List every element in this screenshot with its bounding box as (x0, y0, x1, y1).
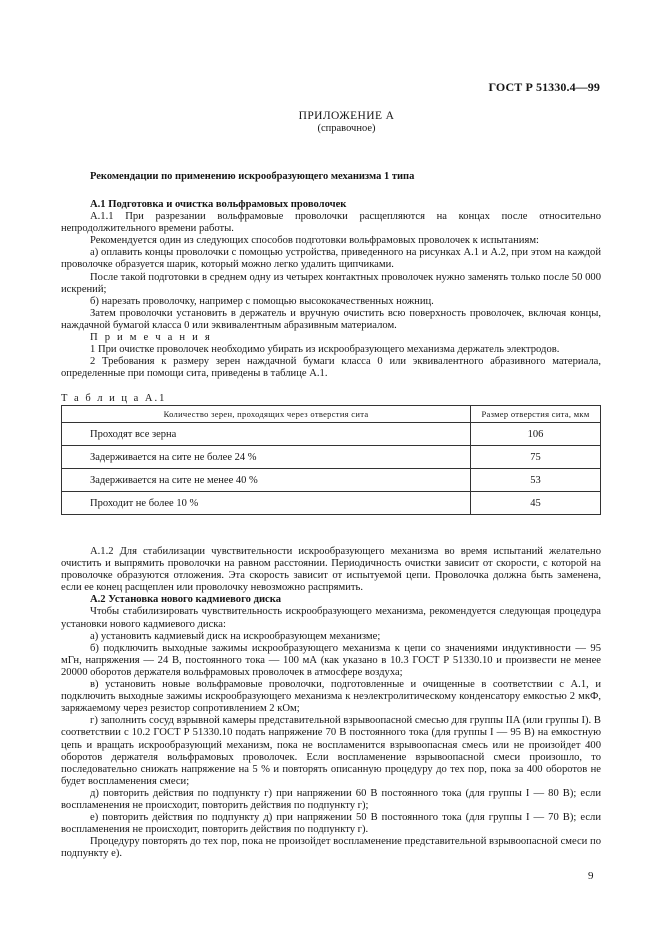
paragraph: Чтобы стабилизировать чувствительность искрообразующего механизма, рекомендуется следующая процедура установки нового кадмиевого диска: (61, 606, 601, 630)
table-caption: Т а б л и ц а А.1 (61, 393, 167, 404)
section-a1 (61, 199, 601, 380)
paragraph: После такой подготовки в среднем одну из четырех контактных проволочек нужно заменять только после 50 000 искрений; (61, 271, 601, 295)
table-cell: 75 (471, 446, 601, 469)
column-header: Количество зерен, проходящих через отверстия сита (62, 406, 471, 423)
section-heading-a1: А.1 Подготовка и очистка вольфрамовых проволочек (90, 199, 347, 210)
table-cell: Задерживается на сите не более 24 % (62, 446, 471, 469)
page-number: 9 (588, 870, 594, 882)
section-a1-2-and-a2 (61, 546, 601, 860)
note-item: 2 Требования к размеру зерен наждачной бумаги класса 0 или эквивалентного абразивного материала, определенные при помощи сита, приведены в таблице А.1. (61, 356, 601, 380)
paragraph: Процедуру повторять до тех пор, пока не произойдет воспламенение представительной взрывоопасной смеси по подпункту е). (61, 836, 601, 860)
notes-heading: П р и м е ч а н и я (90, 332, 212, 344)
note-item: 1 При очистке проволочек необходимо убирать из искрообразующего механизма держатель электродов. (90, 344, 560, 356)
list-item: б) нарезать проволочку, например с помощью высококачественных ножниц. (90, 295, 434, 307)
table-cell: 106 (471, 423, 601, 446)
table-row (62, 423, 601, 446)
paragraph: А.1.1 При разрезании вольфрамовые проволочки расщепляются на концах после относительно непродолжительного времени работы. (61, 211, 601, 235)
list-item: а) оплавить концы проволочки с помощью устройства, приведенного на рисунках А.1 и А.2, при этом на каждой проволочке образуется шарик, который можно легко удалить щипчиками. (61, 247, 601, 271)
table-row (62, 446, 601, 469)
table-row (62, 492, 601, 515)
document-code: ГОСТ Р 51330.4—99 (488, 80, 600, 94)
table-cell: Проходит не более 10 % (62, 492, 471, 515)
list-item: д) повторить действия по подпункту г) при напряжении 60 В постоянного тока (для группы I — 80 В); если воспламенения не происходит, повторить действия по подпункту г); (61, 787, 601, 811)
appendix-title: ПРИЛОЖЕНИЕ А (298, 110, 395, 122)
table-row (62, 469, 601, 492)
list-item: в) установить новые вольфрамовые проволочки, подготовленные и очищенные в соответствии с А.1, и подключить выходные зажимы искрообразующего механизма к неэлектролитическому конденсатору емкостью 2 мкФ, заряжаемому через резистор сопротивлением 2 кОм; (61, 679, 601, 715)
appendix-subtitle: (справочное) (317, 123, 376, 134)
list-item: е) повторить действия по подпункту д) при напряжении 50 В постоянного тока (для группы I — 70 В); если воспламенения не происходит, повторить действия по подпункту г). (61, 812, 601, 836)
table-header-row (62, 406, 601, 423)
paragraph: Рекомендуется один из следующих способов подготовки вольфрамовых проволочек к испытаниям: (90, 235, 539, 247)
list-item: б) подключить выходные зажимы искрообразующего механизма к цепи со значениями индуктивности — 95 мГн, напряжения — 24 В, постоянного тока — 100 мА (как указано в 10.3 ГОСТ Р 51330.10 и произвести не менее 20000 оборотов держателя вольфрамовых проволочек в атмосфере воздуха; (61, 642, 601, 678)
table-cell: Задерживается на сите не менее 40 % (62, 469, 471, 492)
table-cell: Проходят все зерна (62, 423, 471, 446)
paragraph: Затем проволочки установить в держатель и вручную очистить всю поверхность проволочек, включая концы, наждачной бумагой класса 0 или эквивалентным абразивным материалом. (61, 307, 601, 331)
list-item: г) заполнить сосуд взрывной камеры представительной взрывоопасной смесью для группы IIA (или группы I). В соответствии с 10.2 ГОСТ Р 51330.10 подать напряжение 70 В постоянного тока (для группы I — 95 В) на емкостную цепь и вращать искрообразующий механизм, пока не воспламенится взрывоопасная смесь или не произойдет 400 оборотов держателя вольфрамовых проволочек. Если воспламенение взрывоопасной смеси произошло, то последовательно снижать напряжение на 5 % и повторять описанную процедуру до тех пор, пока за 400 оборотов не будет воспламенения смеси; (61, 715, 601, 787)
table-cell: 53 (471, 469, 601, 492)
section-heading-a2: А.2 Установка нового кадмиевого диска (90, 594, 281, 606)
table-cell: 45 (471, 492, 601, 515)
list-item: а) установить кадмиевый диск на искрообразующем механизме; (90, 630, 381, 642)
column-header: Размер отверстия сита, мкм (471, 406, 601, 423)
appendix-heading: Рекомендации по применению искрообразующего механизма 1 типа (90, 171, 415, 182)
paragraph: А.1.2 Для стабилизации чувствительности искрообразующего механизма во время испытаний желательно очистить и выпрямить проволочки на равном расстоянии. Периодичность очистки зависит от скорости, с которой на проволочке образуются отложения. Эта скорость зависит от испытуемой цепи. Проволочка должна быть заменена, если ее конец расщеплен или проволочку невозможно распрямить. (61, 546, 601, 594)
sieve-table (61, 405, 601, 515)
